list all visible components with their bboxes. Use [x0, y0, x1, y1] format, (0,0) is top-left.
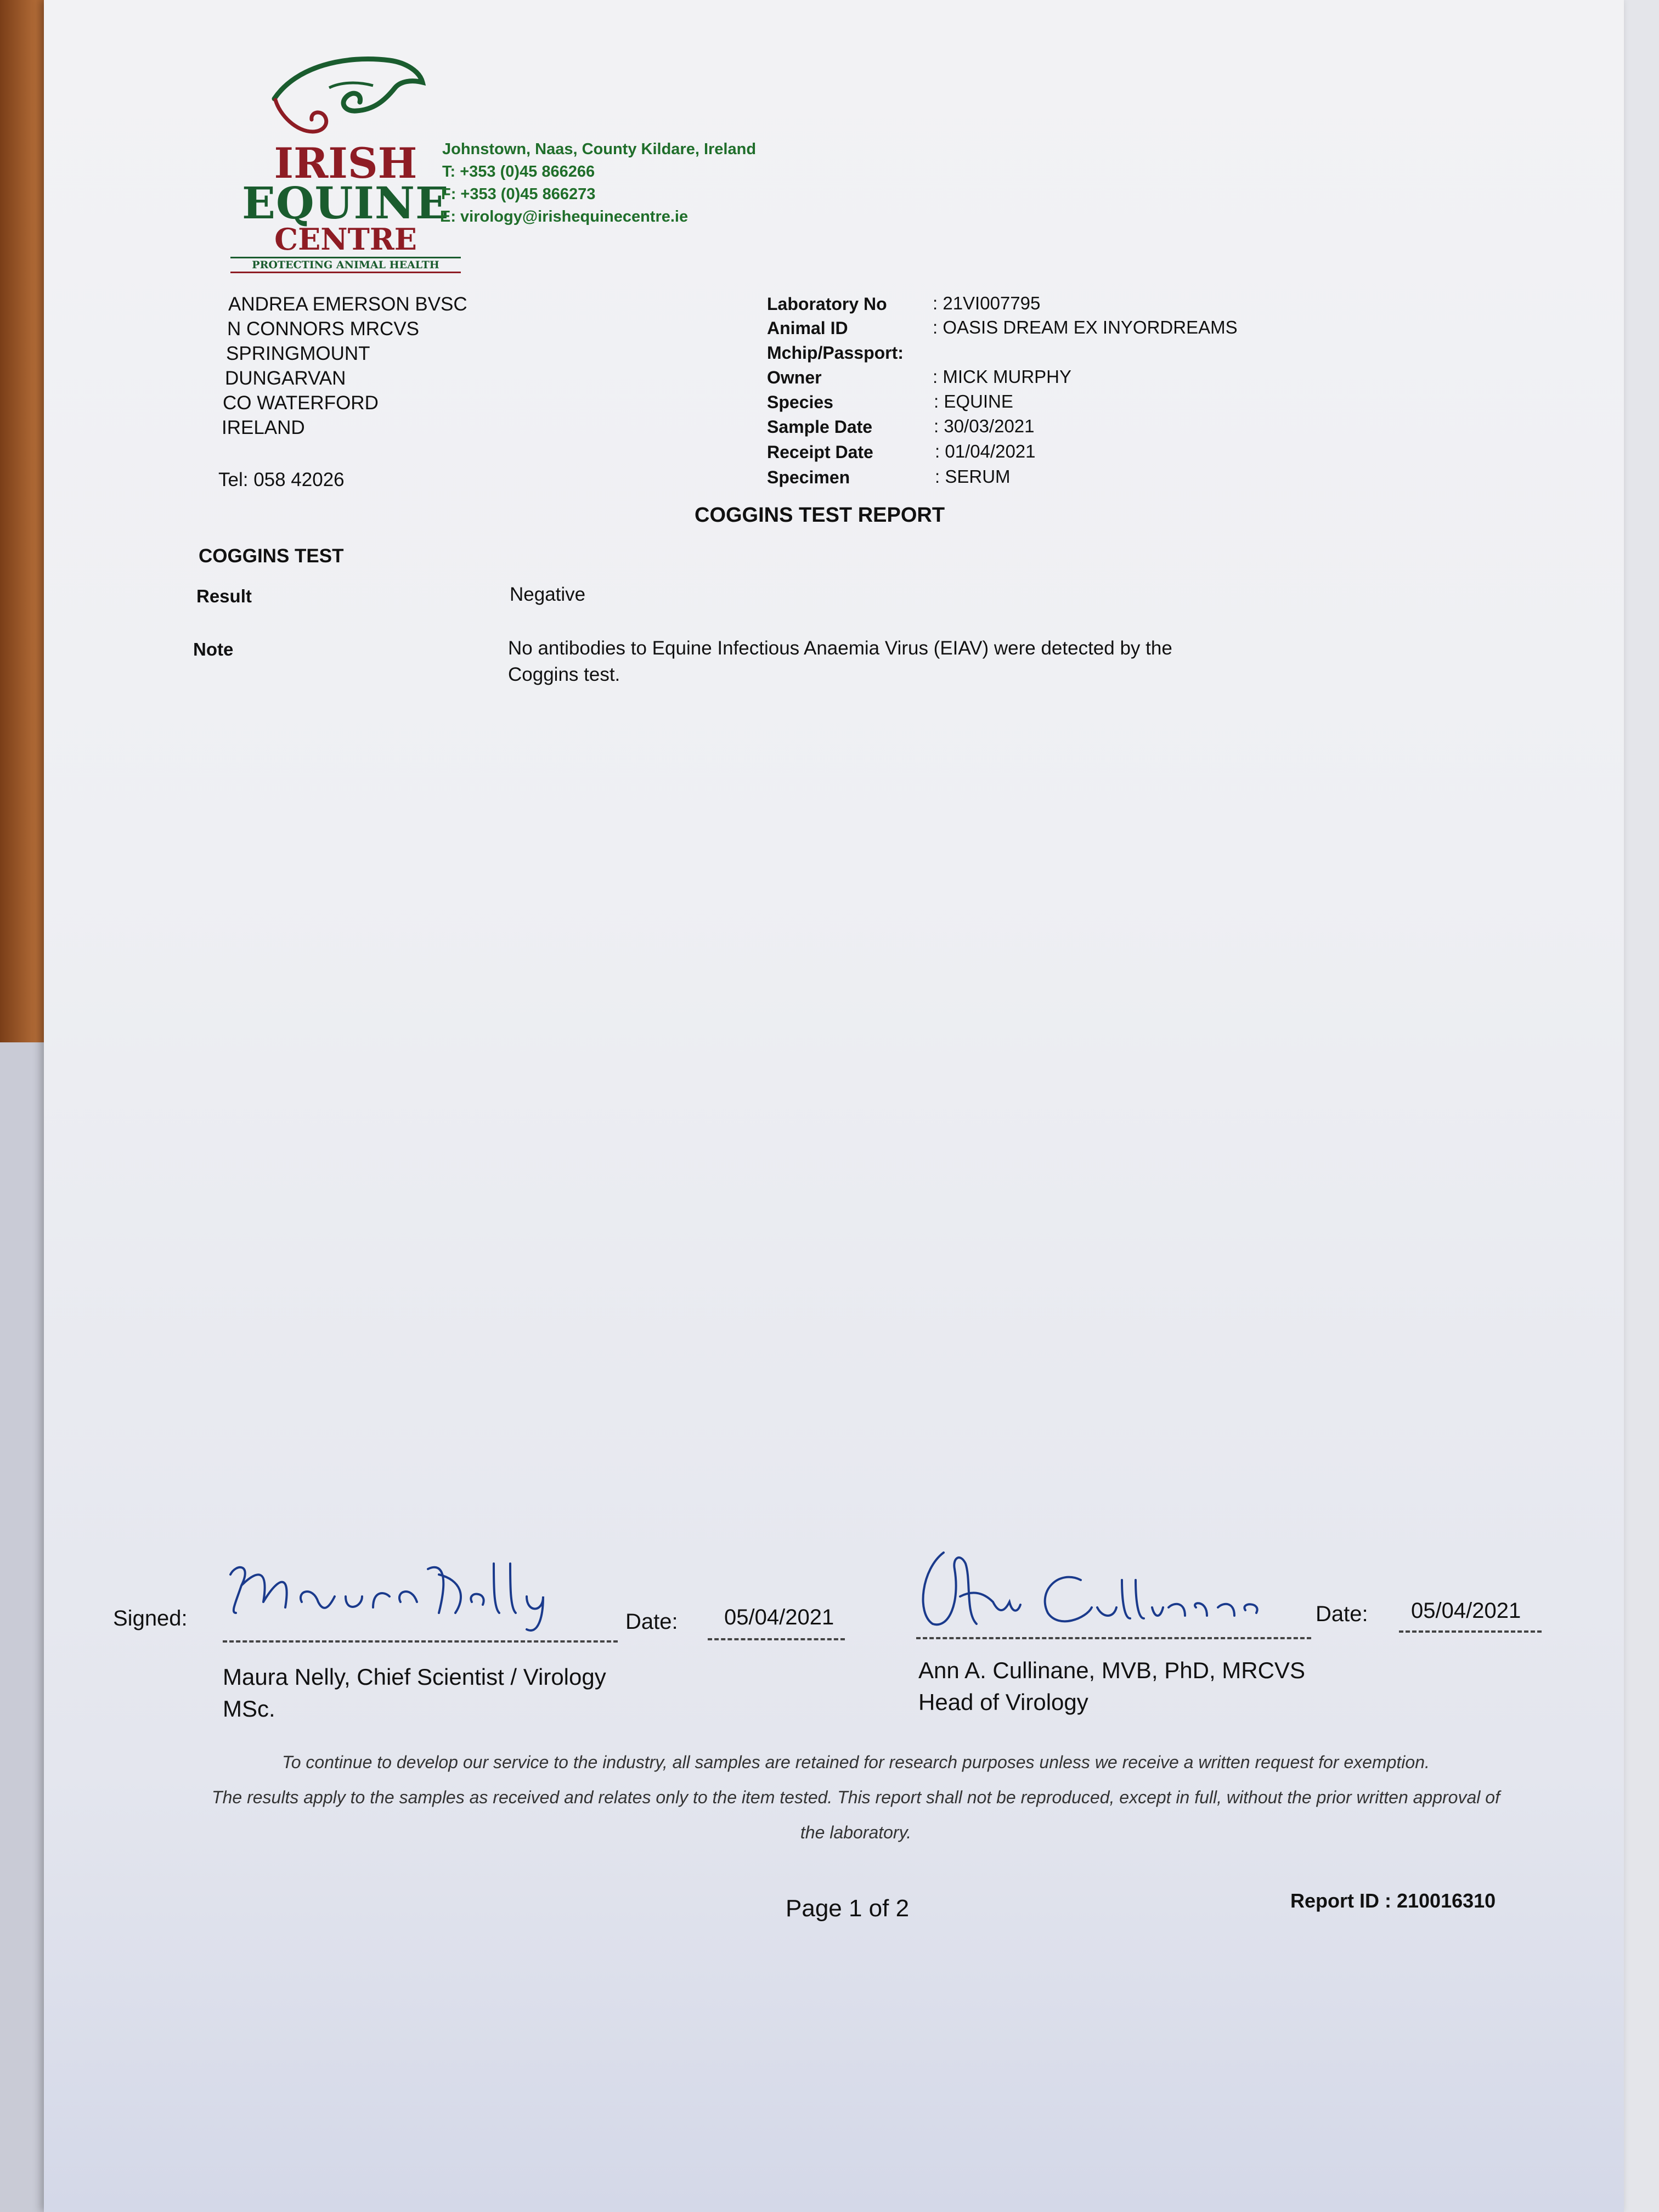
logo-text-irish: IRISH — [274, 139, 417, 188]
lab-info-value: : 21VI007795 — [933, 293, 1041, 313]
recipient-line: N CONNORS MRCVS — [227, 318, 420, 340]
company-logo — [230, 49, 461, 280]
lab-info-key: Owner — [767, 368, 822, 387]
left-signatory-name: Maura Nelly, Chief Scientist / Virology MSc. — [223, 1664, 606, 1722]
logo-text-equine: EQUINE — [242, 177, 449, 229]
recipient-line: CO WATERFORD — [223, 392, 379, 414]
left-date-value: 05/04/2021 — [724, 1605, 834, 1629]
recipient-line: IRELAND — [222, 417, 305, 438]
disclaimer-retention: To continue to develop our service to the industry, all samples are retained for research purposes unless we receive a written request for exemption. — [282, 1752, 1430, 1772]
report-title: COGGINS TEST REPORT — [695, 504, 945, 527]
contact-phone: T: +353 (0)45 866266 — [442, 163, 595, 180]
disclaimer-results: The results apply to the samples as received and relates only to the item tested. This report shall not be reproduced, except in full, without the prior written approval of the laboratory. — [212, 1787, 1500, 1842]
lab-info-key: Species — [767, 392, 833, 412]
contact-email[interactable]: E: virology@irishequinecentre.ie — [440, 208, 689, 225]
note-text: No antibodies to Equine Infectious Anaemia Virus (EIAV) were detected by the Coggins test. — [508, 637, 1172, 685]
right-date-value: 05/04/2021 — [1411, 1599, 1521, 1623]
signed-label: Signed: — [113, 1606, 188, 1630]
report-page — [44, 0, 1624, 2212]
recipient-line: DUNGARVAN — [225, 368, 346, 389]
lab-info-value: : 01/04/2021 — [935, 441, 1036, 461]
lab-info-key: Specimen — [767, 467, 850, 487]
note-label: Note — [193, 639, 234, 659]
lab-info-key: Mchip/Passport: — [767, 343, 904, 363]
contact-fax: F: +353 (0)45 866273 — [441, 185, 596, 203]
lab-info-key: Animal ID — [767, 318, 848, 338]
logo-text-centre: CENTRE — [274, 222, 417, 257]
right-signature — [911, 1547, 1284, 1640]
result-label: Result — [196, 586, 252, 606]
lab-info-value: : SERUM — [935, 466, 1011, 487]
left-signature — [219, 1553, 571, 1635]
report-id: Report ID : 210016310 — [1290, 1889, 1496, 1912]
right-signatory-name: Ann A. Cullinane, MVB, PhD, MRCVS — [918, 1657, 1305, 1683]
right-signatory-title: Head of Virology — [918, 1689, 1088, 1715]
left-date-label: Date: — [625, 1610, 678, 1634]
lab-info-key: Receipt Date — [767, 442, 873, 462]
section-heading: COGGINS TEST — [199, 545, 344, 567]
lab-info-key: Sample Date — [767, 417, 873, 437]
lab-info-value: : EQUINE — [934, 391, 1013, 411]
signature-line — [916, 1637, 1311, 1639]
horse-logo-icon — [263, 49, 428, 143]
lab-info-key: Laboratory No — [767, 294, 887, 314]
recipient-line: ANDREA EMERSON BVSC — [228, 294, 467, 315]
lab-info-value: : MICK MURPHY — [933, 366, 1072, 387]
date-line — [1399, 1630, 1542, 1633]
page-number: Page 1 of 2 — [786, 1895, 910, 1922]
recipient-tel: Tel: 058 42026 — [218, 469, 345, 490]
logo-tagline: PROTECTING ANIMAL HEALTH — [230, 257, 461, 273]
date-line — [708, 1638, 845, 1640]
recipient-line: SPRINGMOUNT — [226, 343, 370, 364]
result-value: Negative — [510, 584, 586, 605]
contact-address: Johnstown, Naas, County Kildare, Ireland — [442, 140, 757, 158]
lab-info-value: : OASIS DREAM EX INYORDREAMS — [933, 317, 1238, 337]
signature-line — [223, 1640, 618, 1643]
right-date-label: Date: — [1316, 1602, 1368, 1626]
lab-info-value: : 30/03/2021 — [934, 416, 1035, 436]
